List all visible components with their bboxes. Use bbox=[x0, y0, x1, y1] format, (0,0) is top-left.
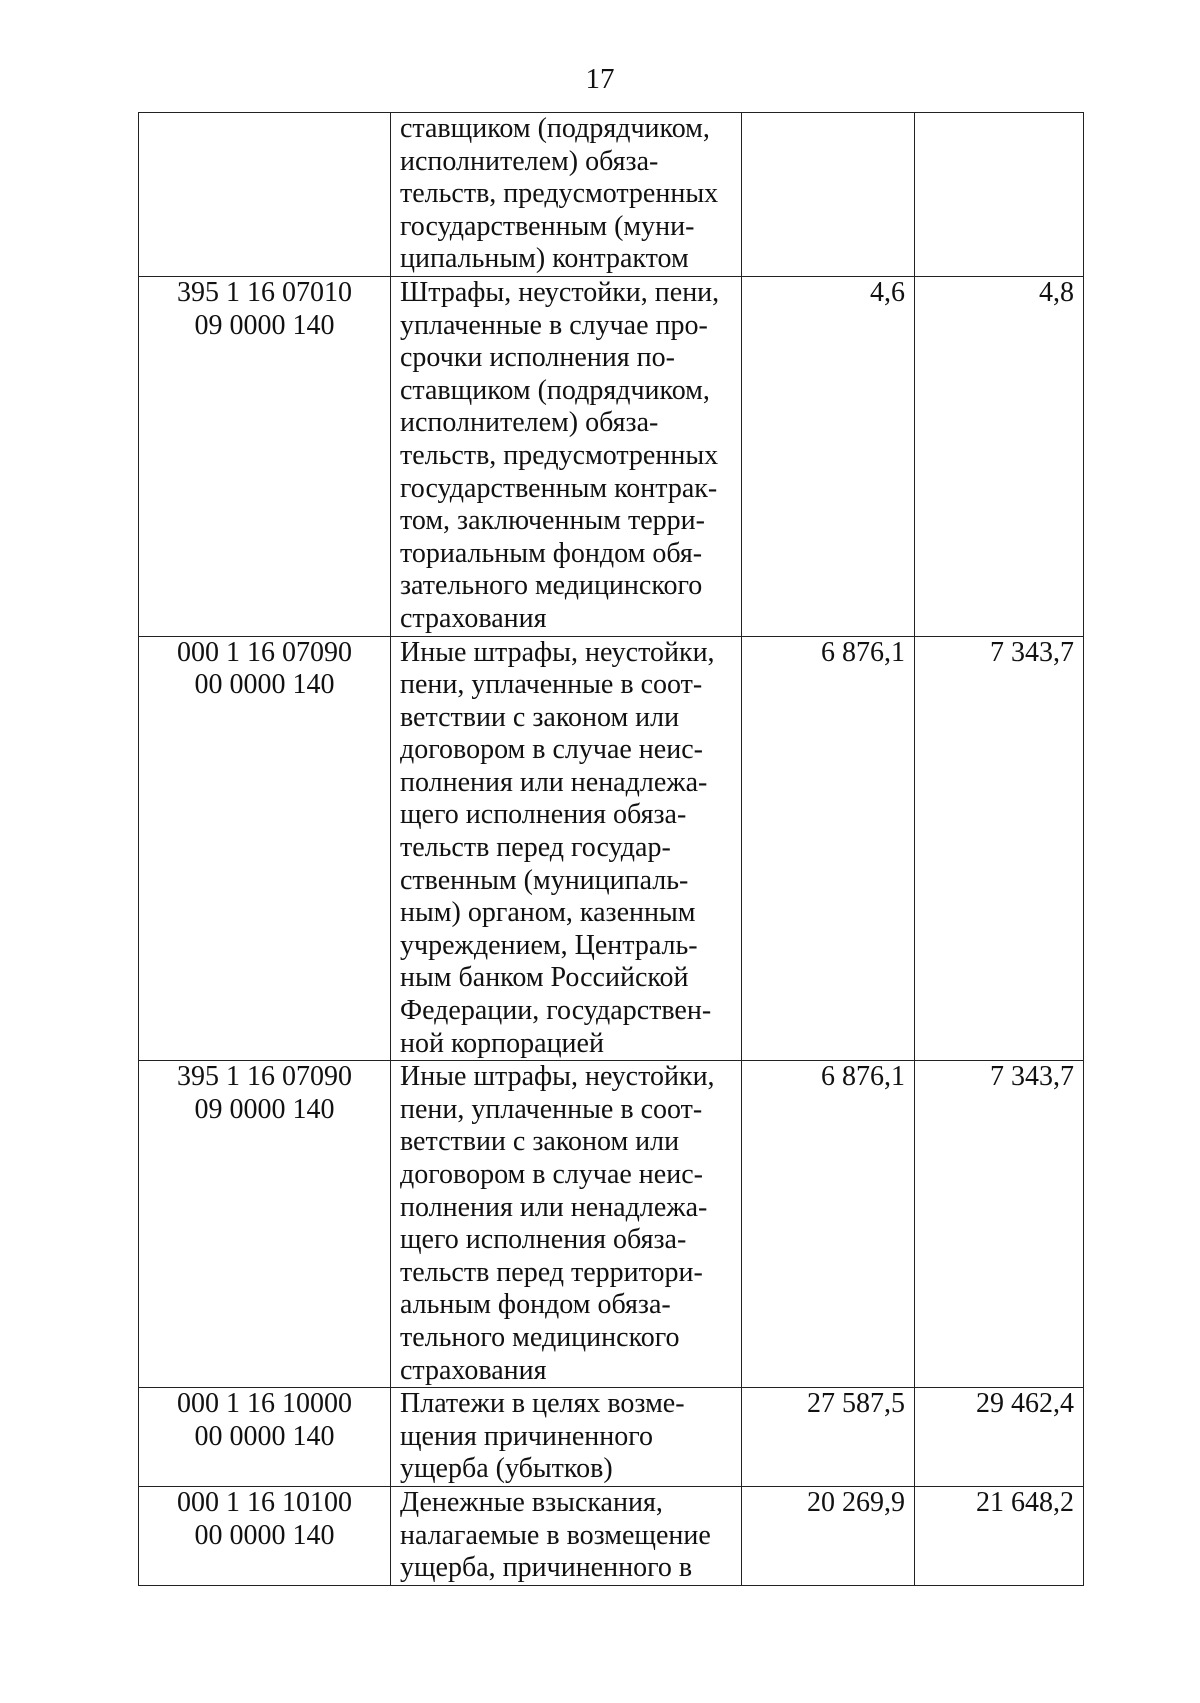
revenue-table bbox=[138, 112, 1084, 1586]
table-row bbox=[139, 276, 1084, 636]
table-row bbox=[139, 1486, 1084, 1585]
revenue-name-line: Иные штрафы, неустойки, bbox=[400, 636, 715, 668]
revenue-name-line: ветствии с законом или bbox=[400, 1126, 680, 1158]
budget-code-cell bbox=[139, 636, 391, 1061]
revenue-name-cell bbox=[391, 1388, 742, 1487]
revenue-name-line: щения причиненного bbox=[400, 1420, 654, 1452]
revenue-name-line: том, заключенным терри- bbox=[400, 505, 705, 537]
revenue-name-line: исполнителем) обяза- bbox=[400, 407, 659, 439]
revenue-name-line: тельного медицинского bbox=[400, 1321, 680, 1353]
revenue-name-line: страхования bbox=[400, 602, 547, 634]
value-cell-1: 6 876,1 bbox=[742, 636, 915, 1061]
revenue-name-line: ущерба (убытков) bbox=[400, 1453, 613, 1485]
revenue-name-line: пени, уплаченные в соот- bbox=[400, 1093, 703, 1125]
table-row bbox=[139, 1388, 1084, 1487]
revenue-name-cell bbox=[391, 276, 742, 636]
revenue-name-line: зательного медицинского bbox=[400, 570, 703, 602]
revenue-name-line: ным банком Российской bbox=[400, 962, 689, 994]
revenue-name-cell bbox=[391, 1486, 742, 1585]
revenue-name-line: альным фондом обяза- bbox=[400, 1289, 671, 1321]
revenue-name-cell bbox=[391, 636, 742, 1061]
value-cell-2: 4,8 bbox=[915, 276, 1084, 636]
table-row bbox=[139, 636, 1084, 1061]
table-row bbox=[139, 113, 1084, 277]
revenue-name-line: учреждением, Централь- bbox=[400, 929, 698, 961]
value-cell-2: 21 648,2 bbox=[915, 1486, 1084, 1585]
revenue-name-line: ставщиком (подрядчиком, bbox=[400, 374, 710, 406]
revenue-name-line: срочки исполнения по- bbox=[400, 342, 675, 374]
revenue-name-line: государственным контрак- bbox=[400, 472, 718, 504]
revenue-name-cell bbox=[391, 1061, 742, 1388]
budget-code-line: 00 0000 140 bbox=[194, 1519, 335, 1551]
revenue-name-line: Платежи в целях возме- bbox=[400, 1388, 685, 1420]
revenue-name-line: полнения или ненадлежа- bbox=[400, 766, 708, 798]
revenue-name-line: ставщиком (подрядчиком, bbox=[400, 113, 710, 144]
value-cell-2: 7 343,7 bbox=[915, 636, 1084, 1061]
budget-code-line: 000 1 16 10000 bbox=[177, 1388, 352, 1420]
revenue-name-line: страхования bbox=[400, 1354, 547, 1386]
revenue-name-line: государственным (муни- bbox=[400, 210, 695, 242]
budget-code-cell bbox=[139, 1486, 391, 1585]
revenue-name-line: уплаченные в случае про- bbox=[400, 309, 708, 341]
revenue-name-line: Штрафы, неустойки, пени, bbox=[400, 276, 720, 308]
revenue-name-line: ным) органом, казенным bbox=[400, 897, 696, 929]
revenue-name-line: договором в случае неис- bbox=[400, 1159, 703, 1190]
value-cell-1: 6 876,1 bbox=[742, 1061, 915, 1388]
budget-code-line: 09 0000 140 bbox=[194, 1093, 335, 1125]
revenue-name-line: ториальным фондом обя- bbox=[400, 537, 703, 569]
revenue-name-line: ветствии с законом или bbox=[400, 701, 680, 733]
value-cell-1: 20 269,9 bbox=[742, 1486, 915, 1585]
budget-code-line: 000 1 16 07090 bbox=[177, 636, 352, 668]
revenue-name-cell bbox=[391, 113, 742, 277]
revenue-name-line: ципальным) контрактом bbox=[400, 243, 689, 275]
revenue-name-line: налагаемые в возмещение bbox=[400, 1519, 711, 1551]
budget-code-cell bbox=[139, 1388, 391, 1487]
budget-code-line: 395 1 16 07090 bbox=[177, 1061, 352, 1093]
revenue-name-line: тельств перед государ- bbox=[400, 832, 671, 864]
table-row bbox=[139, 1061, 1084, 1388]
budget-code-line: 09 0000 140 bbox=[194, 309, 335, 341]
revenue-name-line: тельств перед территори- bbox=[400, 1256, 703, 1288]
value-cell-1: 27 587,5 bbox=[742, 1388, 915, 1487]
revenue-name-line: ной корпорацией bbox=[400, 1027, 604, 1059]
revenue-name-line: исполнителем) обяза- bbox=[400, 145, 659, 177]
budget-code-line: 395 1 16 07010 bbox=[177, 276, 352, 308]
revenue-name-line: пени, уплаченные в соот- bbox=[400, 669, 703, 701]
budget-code-line: 00 0000 140 bbox=[194, 669, 335, 701]
revenue-name-line: Иные штрафы, неустойки, bbox=[400, 1061, 715, 1093]
page-number: 17 bbox=[585, 63, 615, 95]
revenue-name-line: договором в случае неис- bbox=[400, 734, 703, 766]
revenue-name-line: тельств, предусмотренных bbox=[400, 439, 719, 471]
revenue-name-line: ственным (муниципаль- bbox=[400, 864, 689, 896]
budget-code-cell bbox=[139, 113, 391, 277]
value-cell-2: 29 462,4 bbox=[915, 1388, 1084, 1487]
value-cell-1: 4,6 bbox=[742, 276, 915, 636]
budget-code-line: 00 0000 140 bbox=[194, 1420, 335, 1452]
budget-code-line: 000 1 16 10100 bbox=[177, 1486, 352, 1518]
revenue-name-line: щего исполнения обяза- bbox=[400, 799, 687, 831]
revenue-name-line: щего исполнения обяза- bbox=[400, 1224, 687, 1256]
revenue-name-line: тельств, предусмотренных bbox=[400, 178, 719, 210]
revenue-name-line: Денежные взыскания, bbox=[400, 1486, 663, 1518]
budget-code-cell bbox=[139, 276, 391, 636]
value-cell-2 bbox=[915, 113, 1084, 277]
revenue-name-line: ущерба, причиненного в bbox=[400, 1552, 693, 1584]
value-cell-1 bbox=[742, 113, 915, 277]
revenue-name-line: полнения или ненадлежа- bbox=[400, 1191, 708, 1223]
revenue-name-line: Федерации, государствен- bbox=[400, 995, 712, 1027]
budget-code-cell bbox=[139, 1061, 391, 1388]
value-cell-2: 7 343,7 bbox=[915, 1061, 1084, 1388]
